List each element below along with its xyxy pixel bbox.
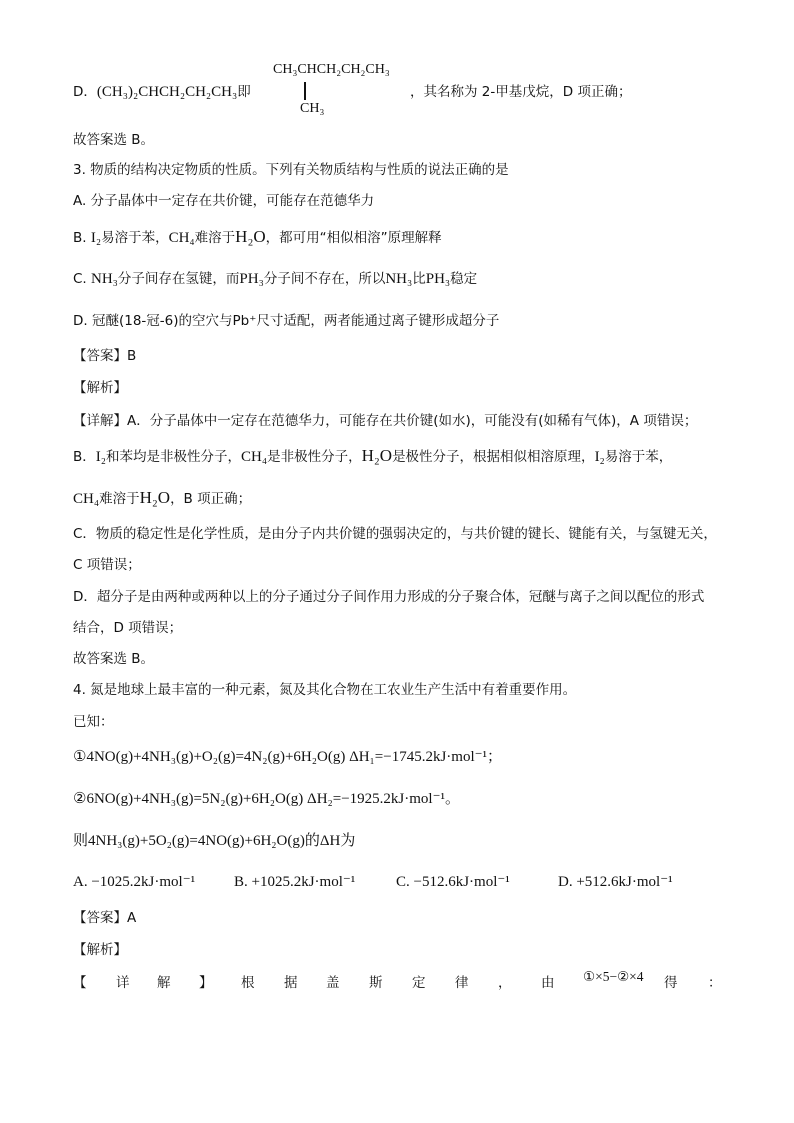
q3-detail-b2-ch4: CH₄ (73, 491, 100, 507)
option-d-line (73, 82, 251, 102)
q3-detail-b-line1 (73, 446, 672, 467)
q3-c-text3: 比 (412, 271, 426, 287)
q3-detail-b-text4: 易溶于苯， (604, 449, 673, 465)
q3-detail-b2-text1: 难溶于 (99, 491, 140, 507)
q4-option-d: D. +512.6kJ·mol⁻¹ (558, 874, 673, 890)
q3-detail-d-line2: 结合，D 项错误； (73, 620, 183, 636)
q3-c-prefix: C. (73, 271, 92, 287)
q3-stem: 3. 物质的结构决定物质的性质。下列有关物质结构与性质的说法正确的是 (73, 162, 509, 178)
structural-formula-top: CH₃CHCH₂CH₂CH₃ (273, 62, 390, 77)
option-d-formula: (CH₃)₂CHCH₂CH₂CH₃ (96, 84, 238, 100)
q4-option-a: A. −1025.2kJ·mol⁻¹ (73, 874, 196, 890)
q4-equation-1: ①4NO(g)+4NH₃(g)+O₂(g)=4N₂(g)+6H₂O(g) ΔH₁=−1745.2kJ·mol⁻¹； (73, 749, 503, 765)
q3-b-text2: 难溶于 (194, 230, 236, 246)
q3-b-i2: I₂ (90, 230, 102, 246)
q4-detail-char: 斯 (369, 975, 383, 991)
q3-c-nh3b: NH₃ (385, 271, 413, 287)
q3-detail-b2-h2o: H₂O (139, 488, 171, 507)
q3-detail-b-i2b: I₂ (594, 449, 605, 465)
q4-known: 已知： (73, 714, 114, 730)
q3-detail-b-prefix: B． (73, 449, 96, 465)
q3-c-text1: 分子间存在氢键，而 (117, 271, 240, 287)
q3-detail-b-h2o: H₂O (361, 446, 393, 465)
q3-detail-a: 【详解】A．分子晶体中一定存在范德华力，可能存在共价键(如水)，可能没有(如稀有气体)，A 项错误； (73, 413, 698, 429)
q3-c-nh3: NH₃ (91, 271, 118, 287)
q3-detail-b-ch4: CH₄ (241, 449, 268, 465)
q4-detail-char: 据 (284, 975, 298, 991)
q3-b-h2o: H₂O (235, 227, 266, 246)
q4-detail-char: 盖 (326, 975, 340, 991)
q4-detail-char: ， (498, 975, 512, 991)
q4-detail-char: 由 (541, 975, 555, 991)
q3-c-ph3b: PH₃ (425, 271, 451, 287)
structural-formula-bottom: CH₃ (300, 101, 325, 116)
q3-detail-b-text1: 和苯均是非极性分子， (106, 449, 241, 465)
q4-detail-char: 定 (412, 975, 426, 991)
q3-c-text2: 分子间不存在，所以 (263, 271, 386, 287)
q2-conclusion: 故答案选 B。 (73, 132, 155, 148)
q3-option-a: A. 分子晶体中一定存在共价键，可能存在范德华力 (73, 193, 375, 209)
q3-b-text3: ，都可用“相似相溶”原理解释 (265, 230, 442, 246)
q4-detail-char: 得 (664, 975, 678, 991)
q3-detail-c-line1: C．物质的稳定性是化学性质，是由分子内共价键的强弱决定的，与共价键的键长、键能有关，与氢键无关， (73, 526, 717, 542)
q4-detail-char: 根 (241, 975, 255, 991)
q4-option-c: C. −512.6kJ·mol⁻¹ (396, 874, 510, 890)
q3-b-text1: 易溶于苯， (101, 230, 169, 246)
structural-formula (273, 62, 423, 122)
option-d-ji: 即 (237, 84, 251, 100)
q4-question: 则4NH₃(g)+5O₂(g)=4NO(g)+6H₂O(g)的ΔH为 (73, 833, 356, 849)
q3-detail-b-i2: I₂ (95, 449, 106, 465)
q3-answer: 【答案】B (73, 348, 137, 364)
structural-bond-line (304, 82, 306, 100)
q4-stem: 4. 氮是地球上最丰富的一种元素，氮及其化合物在工农业生产生活中有着重要作用。 (73, 682, 577, 698)
q3-b-ch4: CH₄ (168, 230, 195, 246)
q4-detail-char: 律 (455, 975, 469, 991)
q3-b-prefix: B. (73, 230, 91, 246)
q3-detail-b-text3: 是极性分子，根据相似相溶原理， (392, 449, 595, 465)
q4-equation-2: ②6NO(g)+4NH₃(g)=5N₂(g)+6H₂O(g) ΔH₂=−1925.2kJ·mol⁻¹。 (73, 791, 461, 807)
q4-detail-char: ： (708, 975, 722, 991)
q4-analysis-heading: 【解析】 (73, 942, 127, 958)
q3-detail-b-line2 (73, 488, 251, 509)
q4-detail-char: 【 (73, 975, 87, 991)
q3-detail-b2-text2: ，B 项正确； (170, 491, 252, 507)
q3-detail-c-line2: C 项错误； (73, 557, 141, 573)
q3-conclusion: 故答案选 B。 (73, 651, 155, 667)
q3-option-c (73, 269, 477, 289)
q4-detail-formula: ①×5−②×4 (583, 969, 644, 984)
q4-detail-char: 解 (157, 975, 171, 991)
q4-option-b: B. +1025.2kJ·mol⁻¹ (234, 874, 356, 890)
q3-option-d: D. 冠醚(18-冠-6)的空穴与Pb⁺尺寸适配，两者能通过离子键形成超分子 (73, 313, 500, 329)
option-d-suffix: ，其名称为 2-甲基戊烷，D 项正确； (410, 84, 632, 100)
q3-detail-b-text2: 是非极性分子， (267, 449, 362, 465)
q3-c-text4: 稳定 (450, 271, 478, 287)
q3-option-b (73, 227, 442, 248)
option-d-prefix: D． (73, 84, 97, 100)
q3-analysis-heading: 【解析】 (73, 380, 127, 396)
q3-c-ph3: PH₃ (239, 271, 264, 287)
q4-answer: 【答案】A (73, 910, 137, 926)
q4-detail-char: 】 (199, 975, 213, 991)
q4-detail-char: 详 (116, 975, 130, 991)
q3-detail-d-line1: D．超分子是由两种或两种以上的分子通过分子间作用力形成的分子聚合体，冠醚与离子之间以配位的形式 (73, 589, 705, 605)
